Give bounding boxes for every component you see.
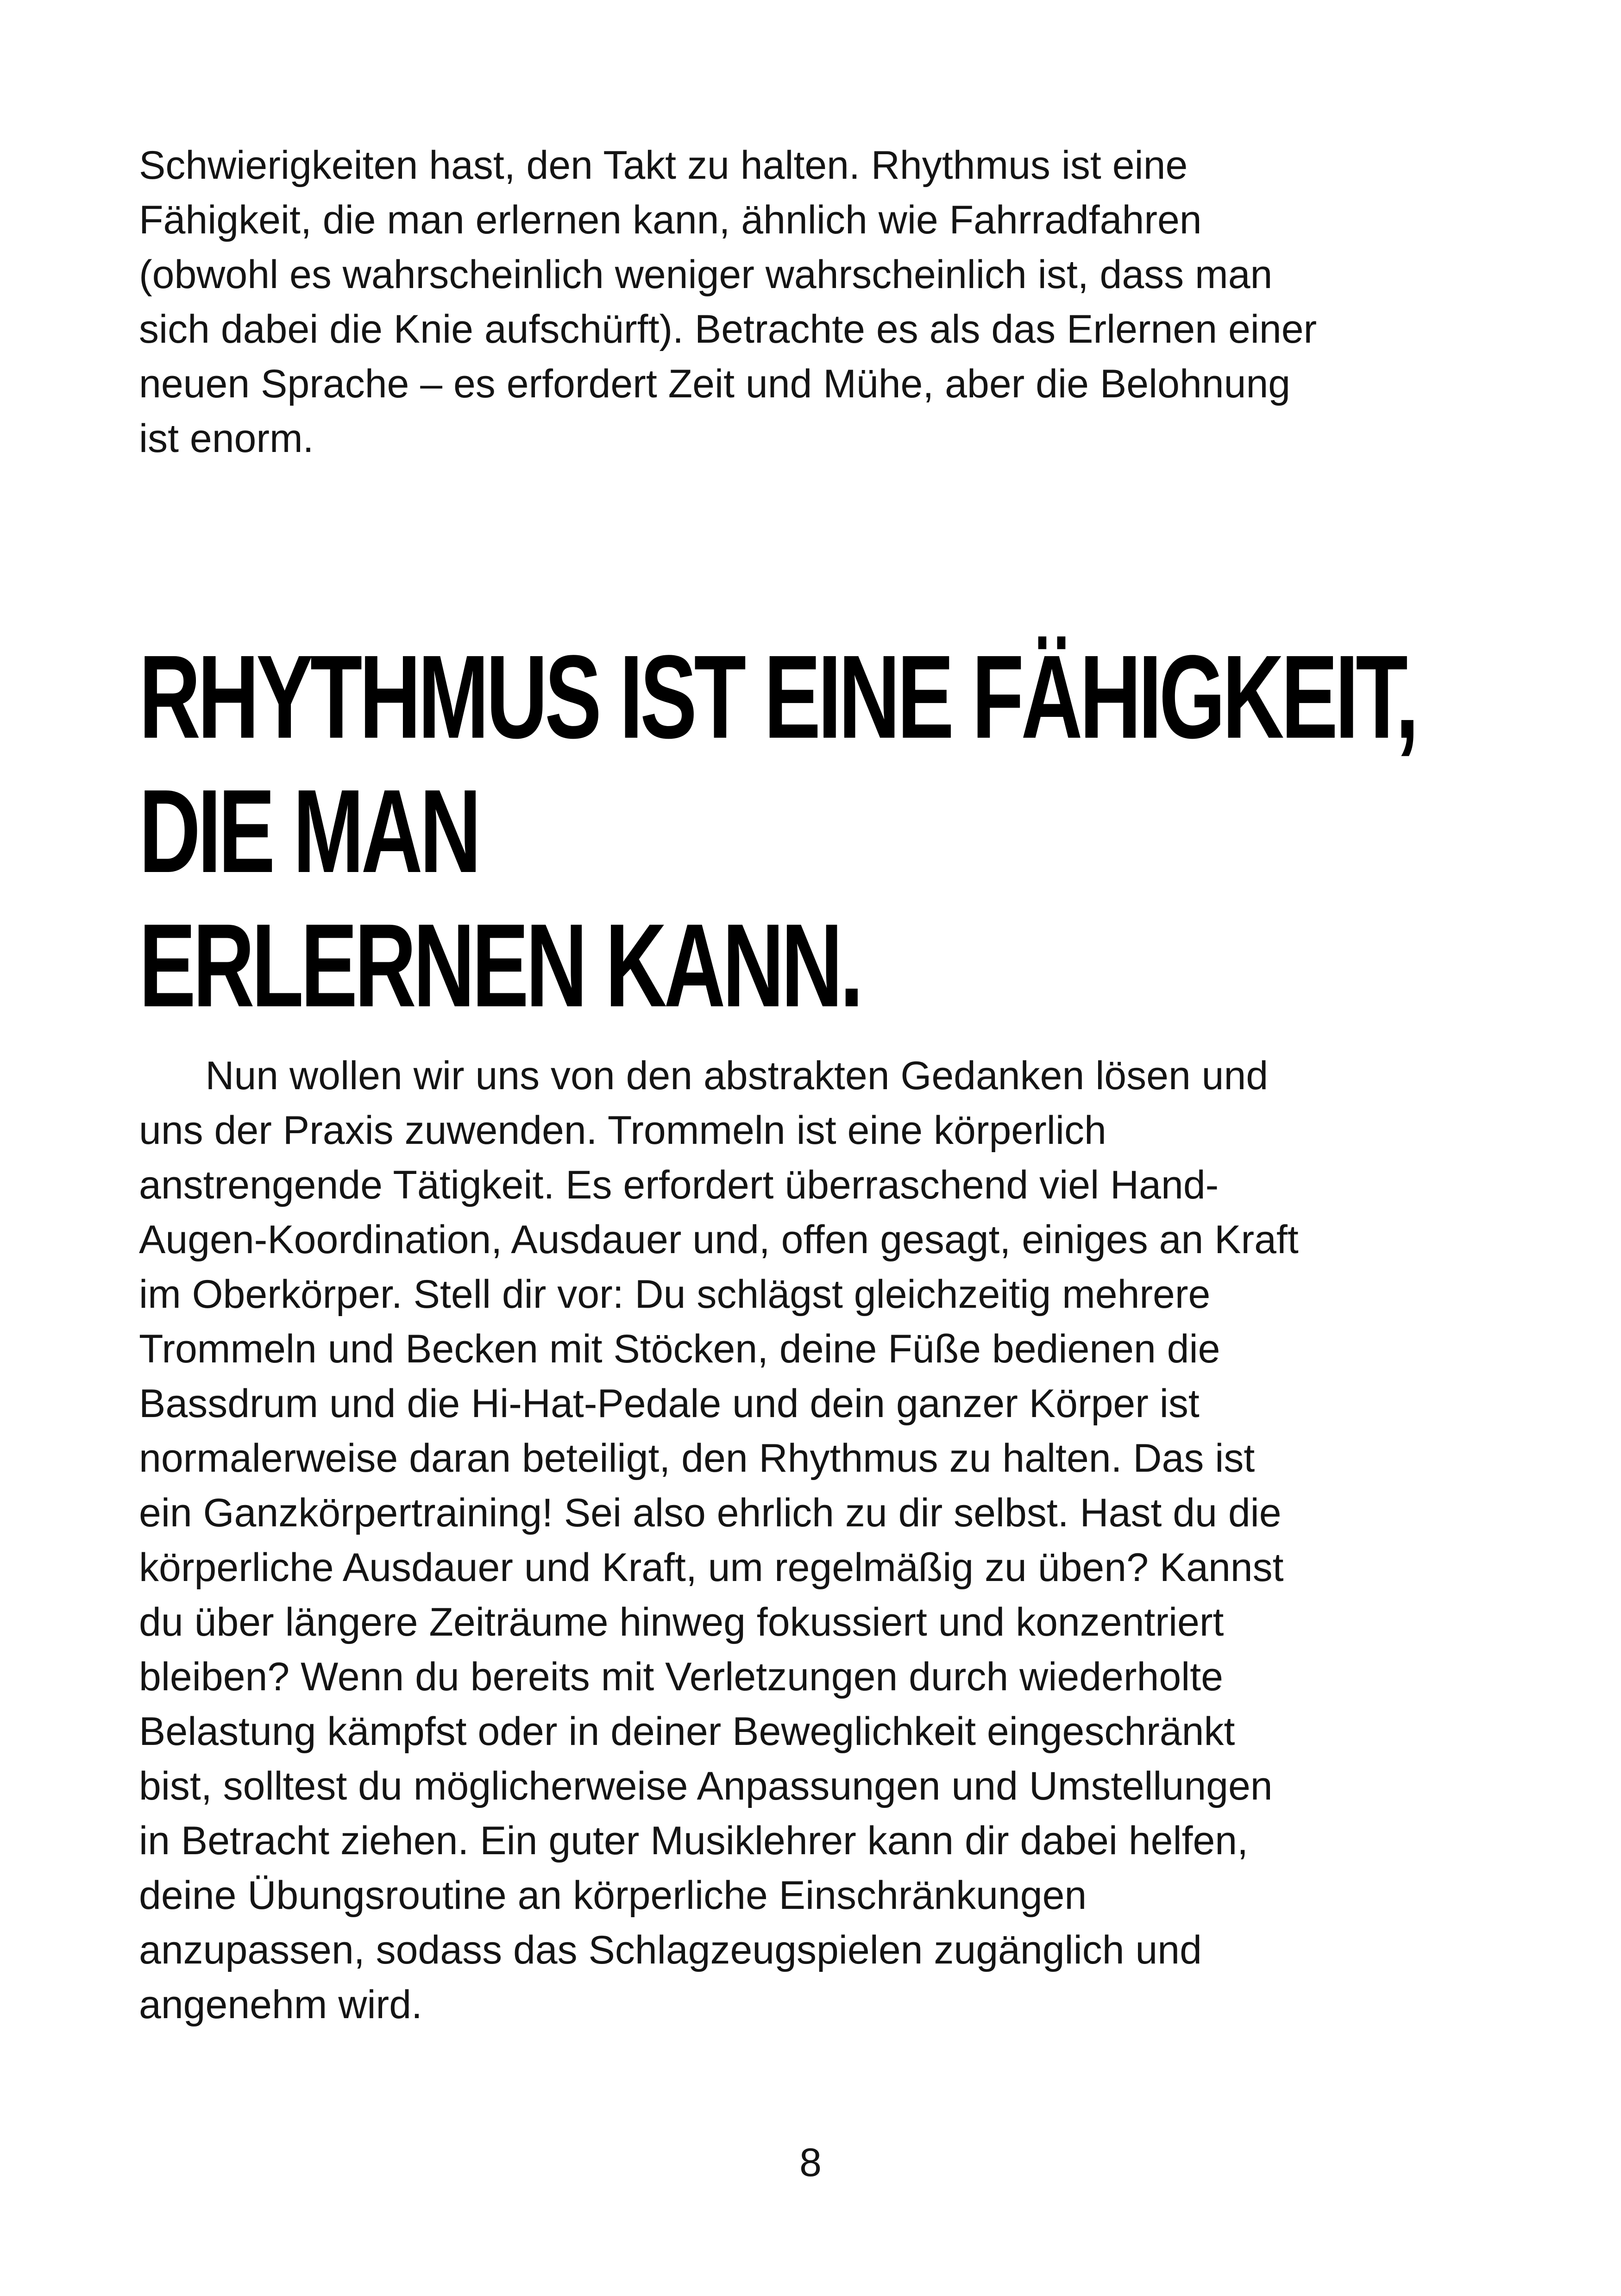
section-heading: RHYTHMUS IST EINE FÄHIGKEIT, DIE MAN ERLERNEN KANN.: [139, 631, 1416, 1032]
body-paragraph-top: Schwierigkeiten hast, den Takt zu halten. Rhythmus ist eine Fähigkeit, die man erlernen kann, ähnlich wie Fahrradfahren (obwohl es wahrscheinlich weniger wahrscheinlich ist, dass man sich dabei die Knie aufschürft). Betrachte es als das Erlernen einer neuen Sprache – es erfordert Zeit und Mühe, aber die Belohnung ist enorm.: [139, 143, 1317, 461]
body-paragraph-main: Nun wollen wir uns von den abstrakten Gedanken lösen und uns der Praxis zuwenden. Trommeln ist eine körperlich anstrengende Tätigkeit. Es erfordert überraschend viel Hand- Augen-Koordination, Ausdauer und, offen gesagt, einiges an Kraft im Oberkörper. Stell dir vor: Du schlägst gleichzeitig mehrere Trommeln und Becken mit Stöcken, deine Füße bedienen die Bassdrum und die Hi-Hat-Pedale und dein ganzer Körper ist normalerweise daran beteiligt, den Rhythmus zu halten. Das ist ein Ganzkörpertraining! Sei also ehrlich zu dir selbst. Hast du die körperliche Ausdauer und Kraft, um regelmäßig zu üben? Kannst du über längere Zeiträume hinweg fokussiert und konzentriert bleiben? Wenn du bereits mit Verletzungen durch wiederholte Belastung kämpfst oder in deiner Beweglichkeit eingeschränkt bist, solltest du möglicherweise Anpassungen und Umstellungen in Betracht ziehen. Ein guter Musiklehrer kann dir dabei helfen, deine Übungsroutine an körperliche Einschränkungen anzupassen, sodass das Schlagzeugspielen zugänglich und angenehm wird.: [139, 1054, 1299, 2027]
page-number: 8: [799, 2140, 822, 2185]
